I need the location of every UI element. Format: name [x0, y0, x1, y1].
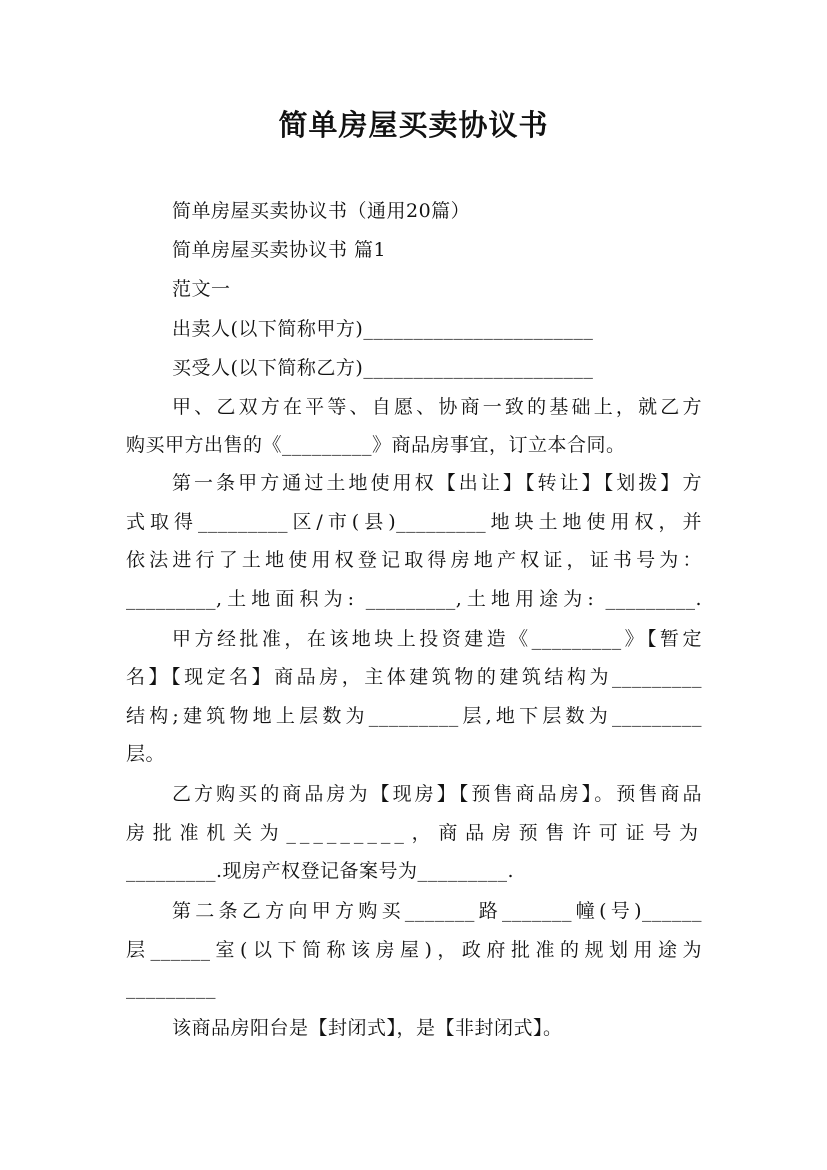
section-heading: 简单房屋买卖协议书 篇1: [172, 239, 387, 261]
paragraph-line: 式取得_________区/市(县)_________地块土地使用权，并: [126, 511, 702, 533]
paragraph-line: 乙方购买的商品房为【现房】【预售商品房】。预售商品: [172, 783, 702, 805]
paragraph-line: 层______室(以下简称该房屋)，政府批准的规划用途为: [126, 939, 702, 961]
paragraph-line: 层。: [126, 743, 166, 765]
paragraph-line: _________.现房产权登记备案号为_________.: [126, 860, 515, 882]
paragraph-line: 甲方经批准，在该地块上投资建造《_________》【暂定: [172, 628, 702, 650]
subtitle-line: 简单房屋买卖协议书（通用20篇）: [172, 200, 471, 222]
paragraph-line: 结构;建筑物地上层数为_________层,地下层数为_________: [126, 705, 702, 727]
paragraph-line: _________,土地面积为: _________,土地用途为: _________.: [126, 588, 702, 610]
seller-line: 出卖人(以下简称甲方)_______________________: [172, 318, 594, 340]
paragraph-line: 第二条乙方向甲方购买_______路_______幢(号)______: [172, 900, 702, 922]
paragraph-line: _________: [126, 977, 216, 999]
buyer-line: 买受人(以下简称乙方)_______________________: [172, 357, 594, 379]
paragraph-line: 房批准机关为_________，商品房预售许可证号为: [126, 822, 702, 844]
paragraph-line: 依法进行了土地使用权登记取得房地产权证，证书号为：: [126, 549, 702, 571]
paragraph-line: 甲、乙双方在平等、自愿、协商一致的基础上，就乙方: [172, 396, 702, 418]
paragraph-line: 第一条甲方通过土地使用权【出让】【转让】【划拨】方: [172, 472, 702, 494]
document-title: 简单房屋买卖协议书: [278, 108, 549, 142]
paragraph-line: 名】【现定名】商品房，主体建筑物的建筑结构为_________: [126, 666, 702, 688]
paragraph-line: 购买甲方出售的《_________》商品房事宜，订立本合同。: [126, 434, 626, 456]
paragraph-line: 该商品房阳台是【封闭式】，是【非封闭式】。: [172, 1017, 563, 1039]
sample-label: 范文一: [172, 278, 231, 300]
